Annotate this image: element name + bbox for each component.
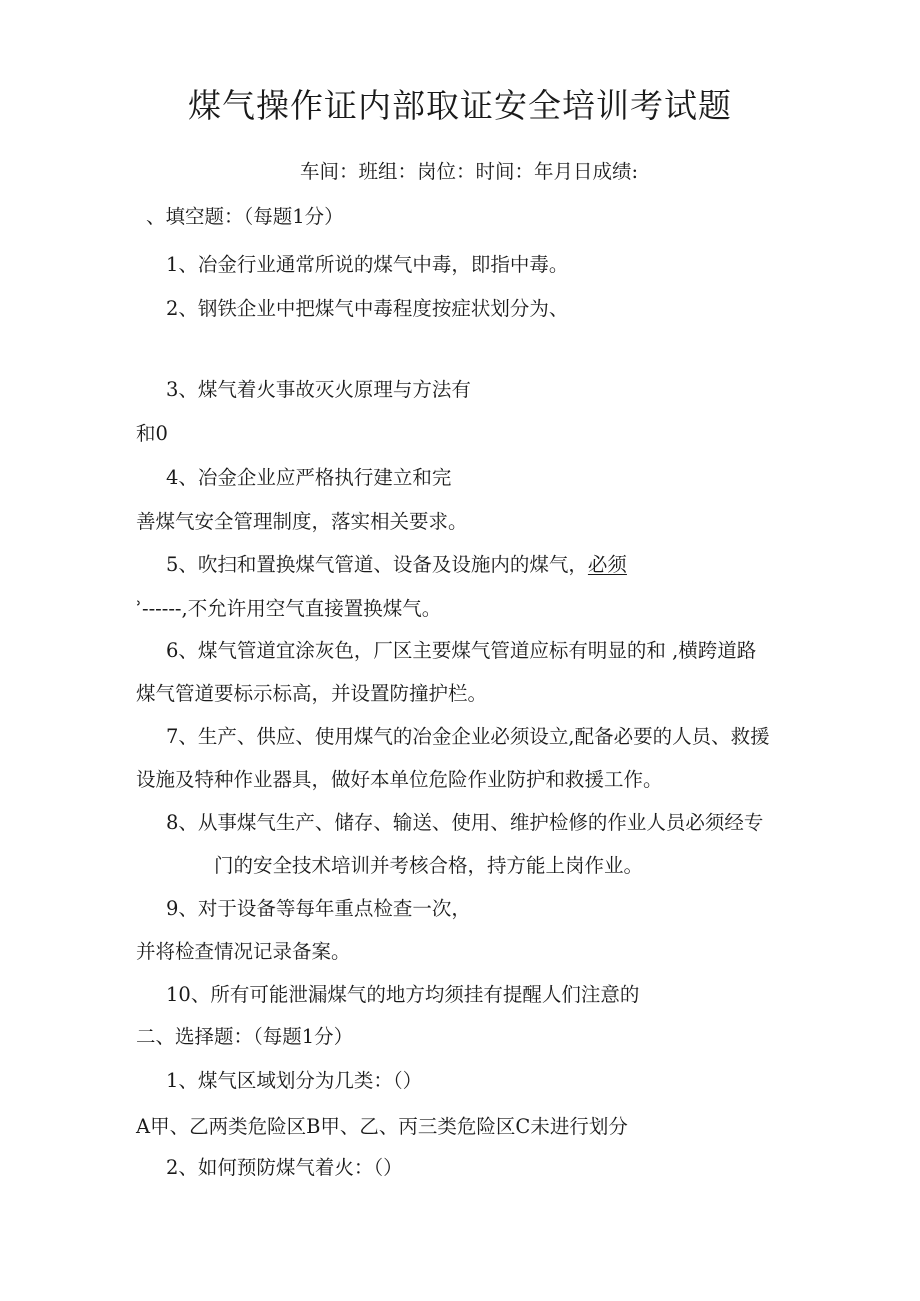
q1-5-prefix: 5、吹扫和置换煤气管道、设备及设施内的煤气， [166, 553, 588, 576]
document-title: 煤气操作证内部取证安全培训考试题 [188, 86, 732, 125]
q1-9-line1: 9、对于设备等每年重点检查一次， [166, 897, 471, 920]
q1-4-line2: 善煤气安全管理制度，落实相关要求。 [136, 510, 468, 533]
q1-6-line1: 6、煤气管道宜涂灰色，厂区主要煤气管道应标有明显的和 ,横跨道路 [166, 639, 757, 662]
q1-9-line2: 并将检查情况记录备案。 [136, 940, 351, 963]
q2-1: 1、煤气区域划分为几类：（） [166, 1069, 423, 1092]
q2-2: 2、如何预防煤气着火：（） [166, 1156, 403, 1179]
q1-1: 1、冶金行业通常所说的煤气中毒，即指中毒。 [166, 253, 569, 276]
q1-2: 2、钢铁企业中把煤气中毒程度按症状划分为、 [166, 297, 569, 320]
q1-7-line2: 设施及特种作业器具，做好本单位危险作业防护和救援工作。 [136, 768, 663, 791]
q1-5-underlined-text: 必须 [587, 553, 627, 576]
q1-3-line1: 3、煤气着火事故灭火原理与方法有 [166, 378, 471, 401]
q1-3-line2: 和0 [136, 422, 168, 445]
q1-5-line1 [166, 552, 627, 578]
q1-5-line2: ʾ------,不允许用空气直接置换煤气。 [136, 597, 442, 620]
info-line: 车间：班组：岗位：时间：年月日成绩: [300, 160, 639, 183]
q1-10: 10、所有可能泄漏煤气的地方均须挂有提醒人们注意的 [166, 983, 640, 1006]
q1-7-line1: 7、生产、供应、使用煤气的冶金企业必须设立,配备必要的人员、救援 [166, 725, 770, 748]
section2-heading: 二、选择题：（每题1分） [136, 1025, 354, 1048]
q1-8-line2: 门的安全技术培训并考核合格，持方能上岗作业。 [214, 854, 644, 877]
q1-6-line2: 煤气管道要标示标高，并设置防撞护栏。 [136, 682, 488, 705]
section1-heading: 、填空题：（每题1分） [146, 205, 344, 228]
q1-4-line1: 4、冶金企业应严格执行建立和完 [166, 466, 452, 489]
q1-8-line1: 8、从事煤气生产、储存、输送、使用、维护检修的作业人员必须经专 [166, 811, 764, 834]
q2-1-options: A甲、乙两类危险区B甲、乙、丙三类危险区C未进行划分 [136, 1115, 628, 1138]
